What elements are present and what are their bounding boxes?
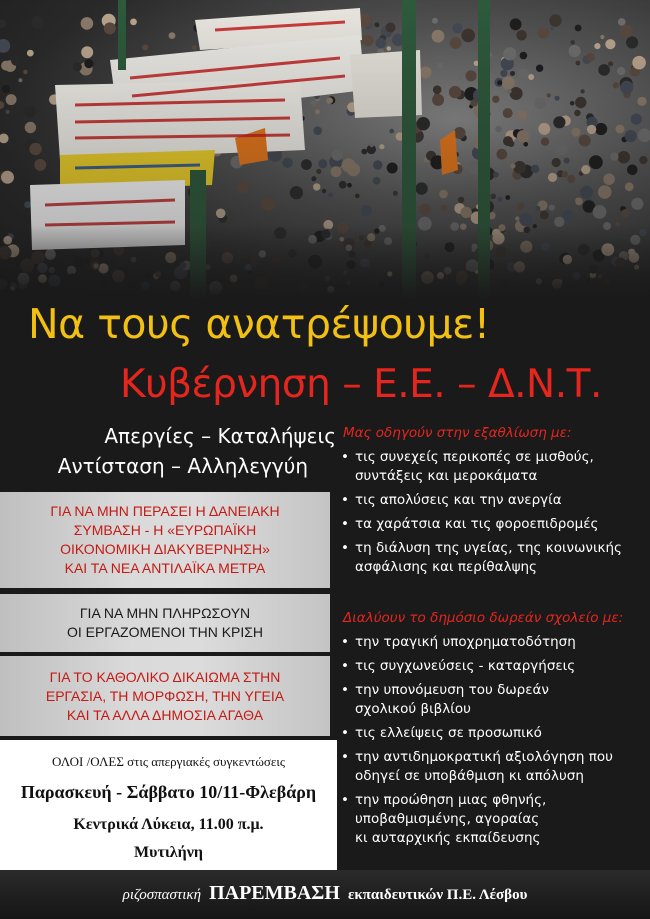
protest-crowd-photo xyxy=(0,0,650,300)
list-heading-school: Διαλύουν το δημόσιο δωρεάν σχολείο με: xyxy=(343,610,624,626)
bullet-icon: • xyxy=(341,792,349,808)
school-list xyxy=(341,633,646,853)
panel-line: ΓΙΑ ΝΑ ΜΗΝ ΠΛΗΡΩΣΟΥΝ xyxy=(79,605,251,621)
event-call: ΟΛΟΙ /ΟΛΕΣ στις απεργιακές συγκεντώσεις xyxy=(51,754,286,769)
footer-organization xyxy=(0,870,650,919)
event-location-time: Κεντρικά Λύκεια, 11.00 π.μ. xyxy=(73,816,264,833)
panel-line: ΕΡΓΑΣΙΑ, ΤΗ ΜΟΡΦΩΣΗ, ΤΗΝ ΥΓΕΙΑ xyxy=(45,687,285,704)
footer-radical: ριζοσπαστική xyxy=(122,887,202,903)
headline: Να τους ανατρέψουμε! xyxy=(28,300,490,348)
panel-line: ΓΙΑ ΤΟ ΚΑΘΟΛΙΚΟ ΔΙΚΑΙΩΜΑ ΣΤΗΝ xyxy=(49,668,281,685)
bullet-icon: • xyxy=(341,682,349,698)
slogan-strikes: Απεργίες – Καταλήψεις xyxy=(104,424,336,448)
slogan-resistance: Αντίσταση – Αλληλεγγύη xyxy=(57,454,308,478)
list-item: • τη διάλυση της υγείας, της κοινωνικής ασφάλισης και περίθαλψης xyxy=(341,540,622,575)
list-item: • τις απολύσεις και την ανεργία xyxy=(341,492,562,508)
impoverishment-list xyxy=(341,448,646,582)
bullet-icon: • xyxy=(341,658,349,674)
bullet-icon: • xyxy=(341,449,349,465)
list-item: • την προώθηση μιας φθηνής, υποβαθμισμένης, αγοραίας κι αυταρχικής εκπαίδευσης xyxy=(341,792,547,846)
list-item: • τις ελλείψεις σε προσωπικό xyxy=(341,725,542,741)
demand-panel-loan-agreement xyxy=(0,492,330,588)
list-item: • την τραγική υποχρηματοδότηση xyxy=(341,634,576,650)
demand-panel-universal-right xyxy=(0,656,330,736)
list-item: • την αντιδημοκρατική αξιολόγηση που οδηγεί σε υποβάθμιση κι απόλυση xyxy=(341,749,613,784)
protest-crowd-illustration xyxy=(0,0,650,300)
subheadline: Κυβέρνηση – Ε.Ε. – Δ.Ν.Τ. xyxy=(120,362,602,407)
panel-line: ΣΥΜΒΑΣΗ - Η «ΕΥΡΩΠΑΪΚΗ xyxy=(73,522,257,538)
panel-line: ΚΑΙ ΤΑ ΑΛΛΑ ΔΗΜΟΣΙΑ ΑΓΑΘΑ xyxy=(66,706,264,723)
panel-line: ΓΙΑ ΝΑ ΜΗΝ ΠΕΡΑΣΕΙ Η ΔΑΝΕΙΑΚΗ xyxy=(50,503,280,519)
panel-line: ΟΙ ΕΡΓΑΖΟΜΕΝΟΙ ΤΗΝ ΚΡΙΣΗ xyxy=(66,624,264,640)
panel-line: ΟΙΚΟΝΟΜΙΚΗ ΔΙΑΚΥΒΕΡΝΗΣΗ» xyxy=(60,541,270,557)
list-item: • τα χαράτσια και τις φοροεπιδρομές xyxy=(341,516,599,532)
list-item: • τις συνεχείς περικοπές σε μισθούς, συντάξεις και μεροκάματα xyxy=(341,449,594,484)
event-dates: Παρασκευή - Σάββατο 10/11-Φλεβάρη xyxy=(20,782,317,802)
list-heading-impoverishment: Μας οδηγούν στην εξαθλίωση με: xyxy=(343,425,572,441)
bullet-icon: • xyxy=(341,749,349,765)
event-city: Μυτιλήνη xyxy=(134,844,203,861)
panel-line: ΚΑΙ ΤΑ ΝΕΑ ΑΝΤΙΛΑΪΚΑ ΜΕΤΡΑ xyxy=(64,560,266,576)
footer-paremvasi: ΠΑΡΕΜΒΑΣΗ xyxy=(209,882,340,904)
bullet-icon: • xyxy=(341,516,349,532)
footer-teachers: εκπαιδευτικών Π.Ε. Λέσβου xyxy=(347,887,528,903)
list-item: • την υπονόμευση του δωρεάν σχολικού βιβλίου xyxy=(341,682,549,717)
list-item: • τις συγχωνεύσεις - καταργήσεις xyxy=(341,658,576,674)
bullet-icon: • xyxy=(341,540,349,556)
event-info-box xyxy=(0,740,337,870)
bullet-icon: • xyxy=(341,634,349,650)
demand-panel-workers-crisis xyxy=(0,594,330,652)
bullet-icon: • xyxy=(341,492,349,508)
bullet-icon: • xyxy=(341,725,349,741)
